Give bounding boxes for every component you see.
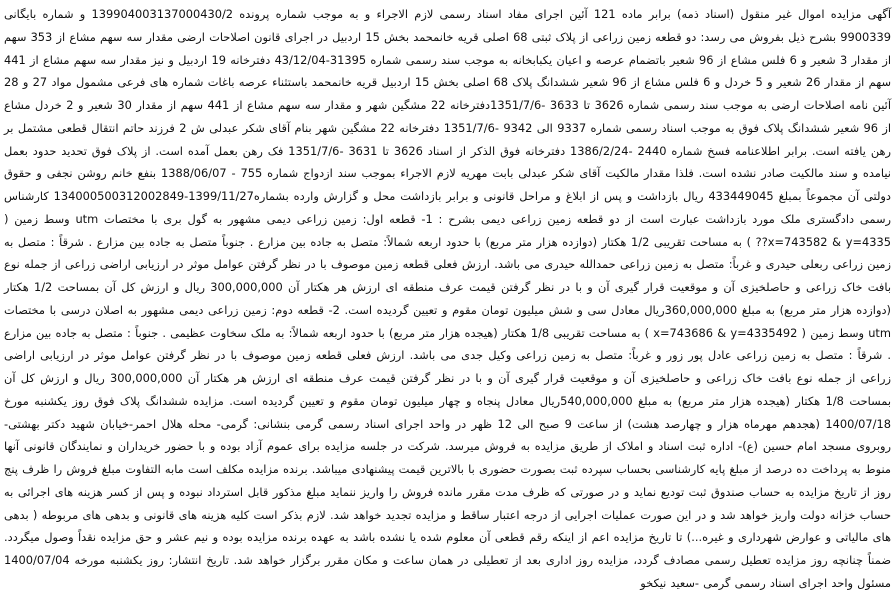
auction-notice-text: آگهی مزایده اموال غیر منقول (اسناد ذمه) برابر ماده 121 آئین اجرای مفاد اسناد رسمی لازم الاجراء و به موجب شماره پرونده 139904003137000430/2 و شماره بایگانی 9900339 بشرح ذیل بفروش می رسد: دو قطعه زمین زراعی از پلاک ثبتی 68 اصلی قریه خانمحمد بخش 15 اردبیل در اجرای قانون اصلاحات ارضی مقدار سه سهم مشاع از 353 سهم از مقدار 3 شعیر و 6 فلس مشاع از 96 شعیر باتضمام عرصه و اعیان یکبابخانه به موجب سند رسمی شماره 31395-43/12/04 دفترخانه 19 اردبیل و نیز مقدار سه سهم مشاع از 441 سهم از مقدار 26 شعیر و 5 خردل و 6 فلس مشاع از 96 شعیر ششدانگ پلاک 68 اصلی بخش 15 اردبیل قریه خانمحمد باستثناء عرصه باغات شماره های فرعی مشمول مواد 27 و 28 آئین نامه اصلاحات ارضی به موجب سند رسمی شماره 3626 تا 3633 -1351/7/6دفترخانه 22 مشگین شهر و مقدار سه سهم مشاع از 441 سهم از مقدار 30 شعیر و 2 خردل مشاع از 96 شعیر ششدانگ پلاک فوق به موجب اسناد رسمی شماره 9337 الی 9342 -1351/7/6 دفترخانه 22 مشگین شهر بنام آقای شکر عبدلی ش 2 فرزند حاتم انتقال قطعی مشتمل بر رهن یافته است. برابر اطلاعنامه فسخ شماره 2440 -1386/2/24 دفترخانه فوق الذکر از اسناد 3626 تا 3631 -1351/7/6 فک رهن بعمل آمده است. از پلاک فوق تحدید حدود بعمل نیامده و سند مالکیت صادر نشده است. فلذا مقدار مالکیت آقای شکر عبدلی بابت مهریه لازم الاجراء بموجب سند ازدواج شماره 755 - 1388/06/07 بنفع خانم روشن نجفی و حقوق دولتی آن مجموعاً بمبلغ 433449045 ریال بازداشت و پس از ابلاغ و مراحل قانونی و برابر بازداشت محل و گزارش وارده بشماره1399/11/27-134000500312002849 کارشناس رسمی دادگستری ملک مورد بازداشت عبارت است از دو قطعه زمین زراعی دیمی بشرح : 1- قطعه اول: زمین زراعی دیمی مشهور به گول بری با مختصات utm وسط زمین ( x=743582 & y=4335?? ) به مساحت تقریبی 1/2 هکتار (دوازده هزار متر مربع) با حدود اربعه شمالاً: متصل به جاده بین مزارع . جنوباً متصل به جاده بین مزارع . شرقاً : متصل به زمین زراعی ربعلی حیدری و غرباً: متصل به زمین زراعی حمدالله حیدری می باشد. ارزش فعلی قطعه زمین موصوف با در نظر گرفتن عوامل موثر در ارزیابی اراضی زراعی از جمله نوع بافت خاک زراعی و حاصلخیزی آن و موقعیت قرار گیری آن و با در نظر گرفتن قیمت عرف منطقه ای ارزش هر هکتار آن 300,000,000 ریال و ارزش کل آن بمساحت 1/2 هکتار (دوازده هزار متر مربع) به مبلغ 360,000,000ریال معادل سی و شش میلیون تومان مقوم و تعیین گردیده است. 2- قطعه دوم: زمین زراعی دیمی مشهور به اصلان درسی با مختصات utm وسط زمین ( x=743686 & y=4335492 ) به مساحت تقریبی 1/8 هکتار (هیجده هزار متر مربع) با حدود اربعه شمالاً: به ملک سخاوت عظیمی . جنوباً : متصل به جاده بین مزارع . شرقاً : متصل به زمین زراعی عادل پور زور و غرباً: متصل به زمین زراعی وکیل جدی می باشد. ارزش فعلی قطعه زمین موصوف با در نظر گرفتن عوامل موثر در ارزیابی اراضی زراعی از جمله نوع بافت خاک زراعی و حاصلخیزی آن و موقعیت قرار گیری آن و با در نظر گرفتن قیمت عرف منطقه ای ارزش هر هکتار آن 300,000,000 ریال و ارزش کل آن بمساحت 1/8 هکتار (هیجده هزار متر مربع) به مبلغ 540,000,000ریال معادل پنجاه و چهار میلیون تومان مقوم و تعیین گردیده است. مزایده ششدانگ پلاک فوق روز یکشنبه مورخ 1400/07/18 (هجدهم مهرماه هزار و چهارصد هشت) از ساعت 9 صبح الی 12 ظهر در واحد اجرای اسناد رسمی گرمی بنشانی: گرمی- محله هلال احمر-خیابان شهید دکتر بهشتی-روبروی مسجد امام حسین (ع)- اداره ثبت اسناد و املاک از طریق مزایده به فروش میرسد. شرکت در جلسه مزایده برای عموم آزاد بوده و با حضور خریداران و نمایندگان قانونی آنها منوط به پرداخت ده درصد از مبلغ پایه کارشناسی بحساب سپرده ثبت بصورت حضوری با بالاترین قیمت پیشنهادی میباشد. برنده مزایده مکلف است مابه التفاوت مبلغ فروش را ظرف پنج روز از تاریخ مزایده به حساب صندوق ثبت تودیع نماید و در صورتی که ظرف مدت مقرر مانده فروش را واریز ننماید مبلغ مذکور قابل استرداد نبوده و پس از کسر هزینه های اجرائی به حساب خزانه دولت واریز خواهد شد و در این صورت عملیات اجرایی از درجه اعتبار ساقط و مزایده تجدید خواهد شد. لازم بذکر است کلیه هزینه های قانونی و بدهی های مربوطه ( بدهی های مالیاتی و عوارض شهرداری و غیره...) تا تاریخ مزایده اعم از اینکه رقم قطعی آن معلوم شده یا نشده باشد به عهده برنده مزایده بوده و نیم عشر و حق مزایده نقداً وصول میگردد. ضمناً چنانچه روز مزایده تعطیل رسمی مصادف گردد، مزایده روز اداری بعد از تعطیلی در همان ساعت و مکان مقرر برگزار خواهد شد. تاریخ انتشار: روز یکشنبه مورخه 1400/07/04 مسئول واحد اجرای اسناد رسمی گرمی -سعید نیکخو — [4, 7, 892, 590]
